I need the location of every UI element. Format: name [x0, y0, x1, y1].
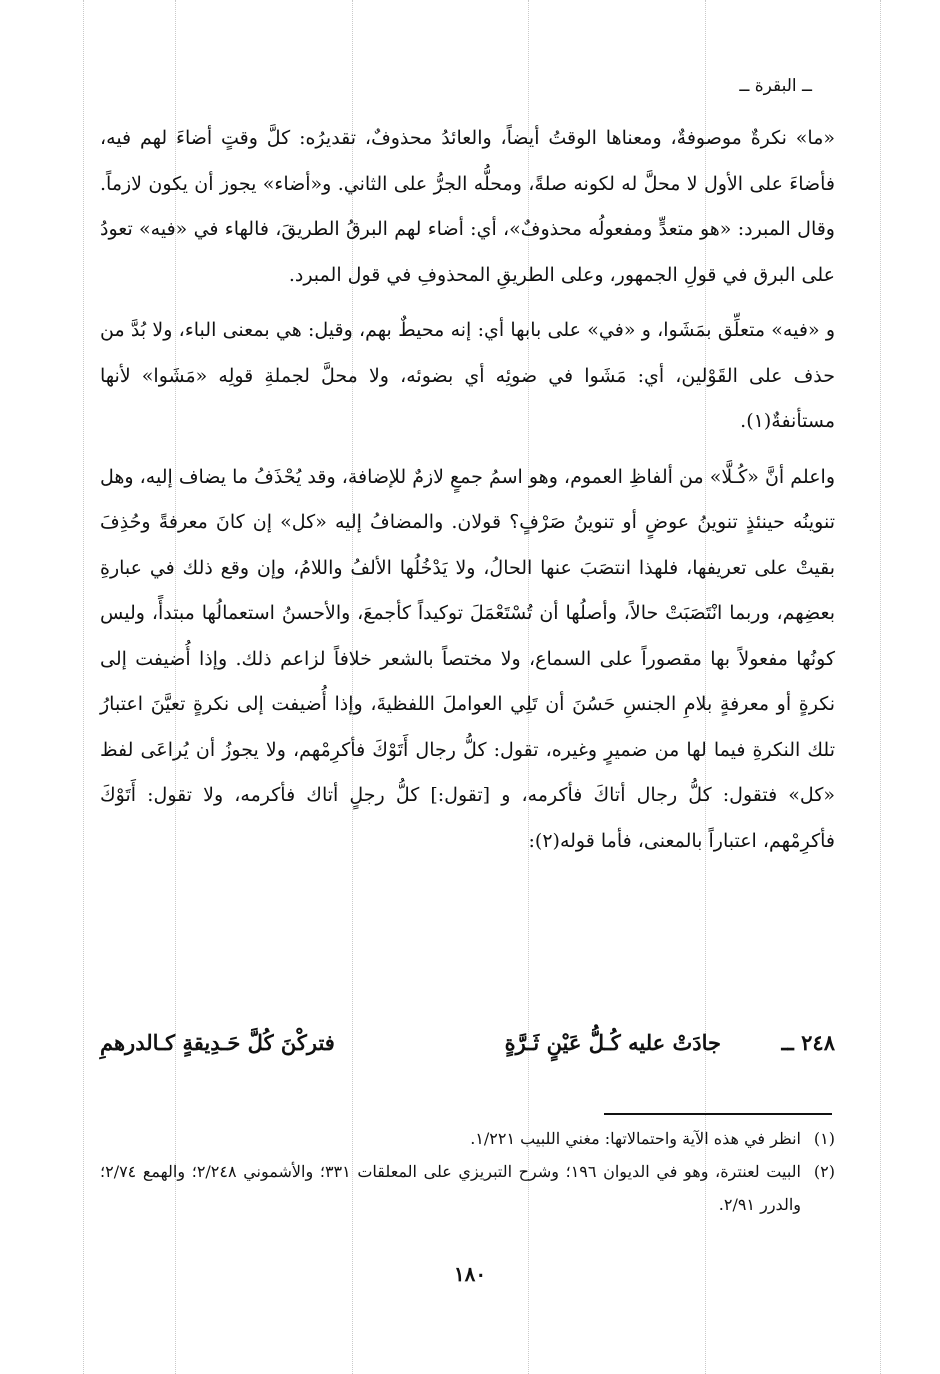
main-text: [100, 116, 835, 864]
footnote-number: (٢): [813, 1162, 835, 1181]
paragraph: «ما» نكرةٌ موصوفةٌ، ومعناها الوقتُ أيضاً، والعائدُ محذوفٌ، تقديرُه: كلَّ وقتٍ أضاءَ لهم فيه، فأضاءَ على الأول لا محلَّ له لكونه صلةً، ومحلُّه الجرُّ على الثاني. و«أضاء» يجوز أن يكون لازماً. وقال المبرد: «هو متعدٍّ ومفعولُه محذوفٌ»، أي: أضاء لهم البرقُ الطريقَ، فالهاء في «فيه» تعودُ على البرق في قولِ الجمهور، وعلى الطريقِ المحذوفِ في قول المبرد.: [100, 127, 835, 286]
paragraph: واعلم أنَّ «كُـلَّا» من ألفاظِ العموم، وهو اسمُ جمعٍ لازمٌ للإضافة، وقد يُحْذَفُ ما يضاف إليه، وهل تنوينُه حينئذٍ تنوينُ عوضٍ أو تنوينُ صَرْفٍ؟ قولان. والمضافُ إليه «كل» إن كانَ معرفةً وحُذِفَ بقيتْ على تعريفها، فلهذا انتصَبَ عنها الحالُ، ولا يَدْخُلُها الألفُ واللامُ، وإن وقع ذلك في عبارةِ بعضِهم، وربما انْتَصَبَتْ حالاً، وأصلُها أن تُسْتَعْمَلَ توكيداً كأجمعَ، والأحسنُ استعمالُها مبتدأً، وليس كونُها مفعولاً بها مقصوراً على السماع، ولا مختصاً بالشعر خلافاً لزاعم ذلك. وإذا أُضيفت إلى نكرةٍ أو معرفةٍ بلامِ الجنسِ حَسُنَ أن تَلِي العواملَ اللفظيةَ، وإذا أُضيفت إلى نكرةٍ تعيَّنَ اعتبارُ تلك النكرةِ فيما لها من ضميرٍ وغيره، تقول: كلُّ رجال أَتَوْكَ فأكرِمْهم، ولا يجوزُ أن يُراعَى لفظ «كل» فتقول: كلُّ رجال أتاكَ فأكرمه، و [تقول:] كلُّ رجلٍ أتاك فأكرمه، ولا تقول: أَتَوْكَ فأكرِمْهم، اعتباراً بالمعنى، فأما قوله(٢):: [100, 465, 835, 852]
guide-line: [880, 0, 881, 1374]
guide-line: [83, 0, 84, 1374]
footnote: [100, 1155, 835, 1221]
footnote: [100, 1122, 835, 1155]
poetry-verse: [100, 1024, 835, 1074]
footnote-separator: [604, 1113, 832, 1115]
footnote-number: (١): [813, 1129, 835, 1148]
verse-first-hemistich: جادَتْ عليه كُـلُّ عَيْنٍ ثَـرَّةٍ: [504, 1030, 721, 1055]
running-header: ــ البقرة ــ: [739, 76, 812, 96]
paragraph: و «فيه» متعلِّق بمَشَوا، و «في» على بابها أي: إنه محيطٌ بهم، وقيل: هي بمعنى الباء، ولا بُدَّ من حذف على القَوْلين، أي: مَشَوا في ضوئِه أي بضوئه، ولا محلَّ لجملةِ قولِه «مَشَوا» لأنها مستأنفةٌ(١).: [100, 319, 835, 432]
footnotes: [100, 1122, 835, 1221]
page-number: ١٨٠: [453, 1262, 487, 1286]
verse-number: ٢٤٨ ــ: [781, 1030, 835, 1055]
verse-second-hemistich: فتركْنَ كُلَّ حَـدِيقةٍ كـالدرهمِ: [100, 1030, 335, 1055]
footnote-text: انظر في هذه الآية واحتمالاتها: مغني اللبيب ١/٢٢١.: [470, 1129, 801, 1148]
footnote-text: البيت لعنترة، وهو في الديوان ١٩٦؛ وشرح التبريزي على المعلقات ٣٣١؛ والأشموني ٢/٢٤٨؛ والهمع ٢/٧٤؛ والدرر ٢/٩١.: [100, 1162, 801, 1214]
